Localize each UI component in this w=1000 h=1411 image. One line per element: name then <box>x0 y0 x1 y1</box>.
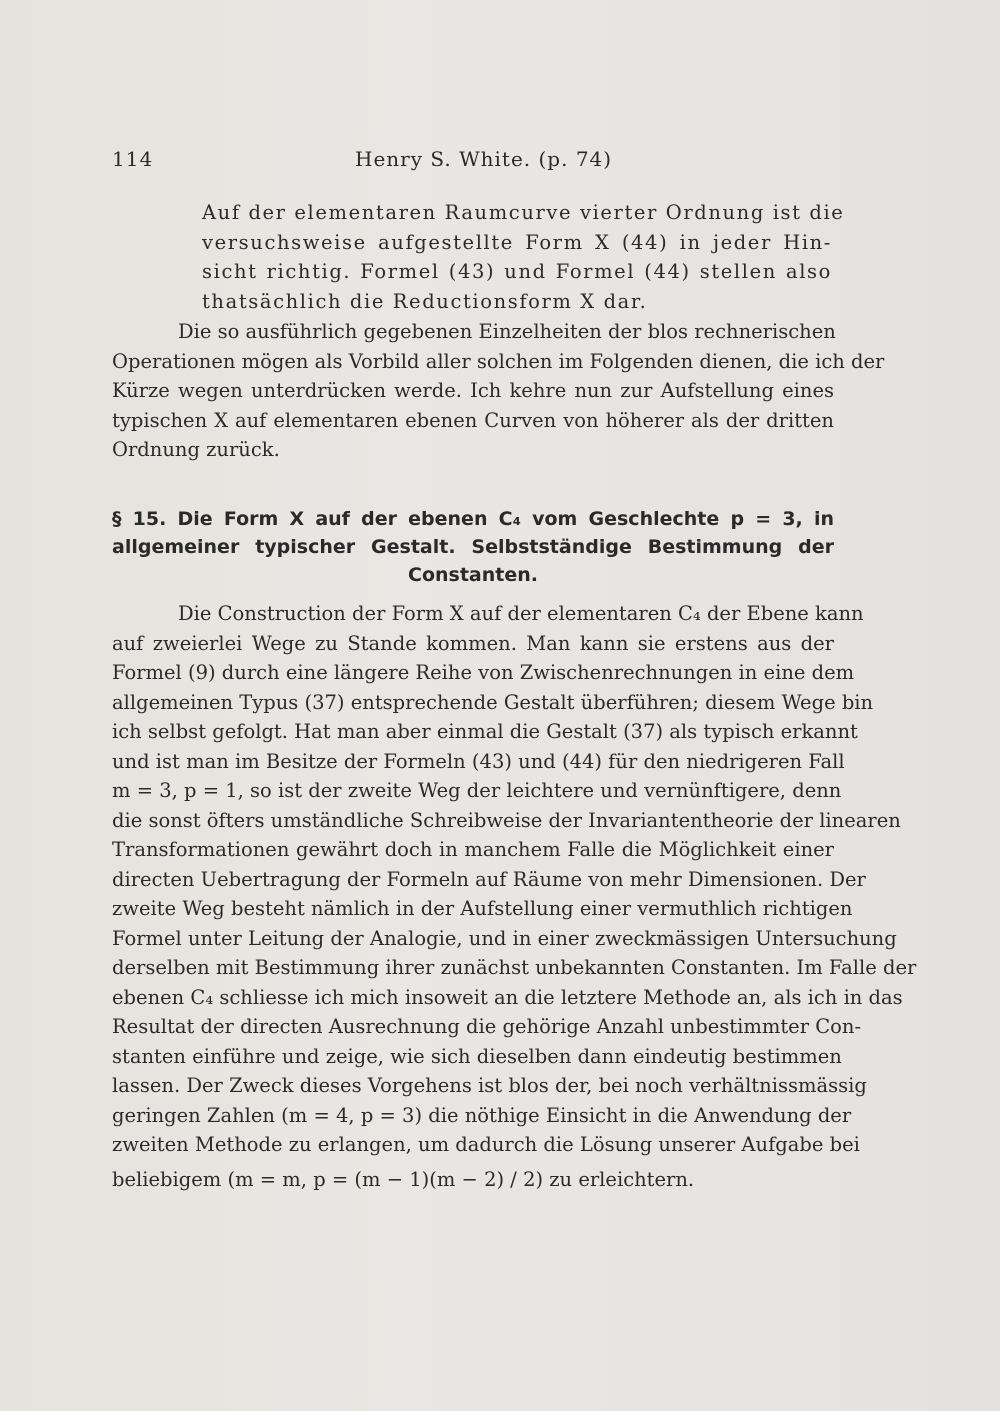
text-line: typischen X auf elementaren ebenen Curven von höherer als der dritten <box>112 408 834 432</box>
text-line: auf zweierlei Wege zu Stande kommen. Man kann sie erstens aus der <box>112 631 834 655</box>
text-line: directen Uebertragung der Formeln auf Räume von mehr Dimensionen. Der <box>112 867 866 891</box>
paragraph-2 <box>112 317 885 465</box>
text-line: derselben mit Bestimmung ihrer zunächst unbekannten Constanten. Im Falle der <box>112 956 917 979</box>
text-line: Auf der elementaren Raumcurve vierter Ordnung ist die <box>202 201 845 224</box>
text-line: die sonst öfters umständliche Schreibweise der Invariantentheorie der linearen <box>112 808 901 832</box>
text-line: Ordnung zurück. <box>112 438 280 461</box>
text-line: stanten einführe und zeige, wie sich dieselben dann eindeutig bestimmen <box>112 1044 842 1068</box>
text-line: Kürze wegen unterdrücken werde. Ich kehre nun zur Aufstellung eines <box>112 379 834 402</box>
paragraph-1 <box>202 198 845 316</box>
page-header <box>112 147 872 181</box>
text-line: lassen. Der Zweck dieses Vorgehens ist blos der, bei noch verhältnissmässig <box>112 1074 867 1097</box>
text-line: allgemeinen Typus (37) entsprechende Gestalt überführen; diesem Wege bin <box>112 690 874 714</box>
text-line: Formel unter Leitung der Analogie, und in einer zweckmässigen Untersuchung <box>112 926 897 950</box>
text-line: Transformationen gewährt doch in manchem Falle die Möglichkeit einer <box>112 838 834 861</box>
heading-line: allgemeiner typischer Gestalt. Selbstständige Bestimmung der <box>112 536 834 558</box>
text-line: Die so ausführlich gegebenen Einzelheiten der blos rechnerischen <box>178 320 836 343</box>
text-line: ebenen C₄ schliesse ich mich insoweit an die letztere Methode an, als ich in das <box>112 985 903 1009</box>
text-line: beliebigem (m = m, p = (m − 1)(m − 2) / 2) zu erleichtern. <box>112 1167 695 1191</box>
text-line: Operationen mögen als Vorbild aller solchen im Folgenden dienen, die ich der <box>112 349 885 373</box>
paragraph-3 <box>112 599 917 1200</box>
text-line: Resultat der directen Ausrechnung die gehörige Anzahl unbestimmter Con- <box>112 1015 862 1038</box>
heading-line: § 15. Die Form X auf der ebenen C₄ vom Geschlechte p = 3, in <box>112 508 834 530</box>
text-line: zweite Weg besteht nämlich in der Aufstellung einer vermuthlich richtigen <box>112 897 853 920</box>
text-line: ich selbst gefolgt. Hat man aber einmal die Gestalt (37) als typisch erkannt <box>112 720 858 743</box>
text-line: geringen Zahlen (m = 4, p = 3) die nöthige Einsicht in die Anwendung der <box>112 1103 852 1127</box>
text-line: versuchsweise aufgestellte Form X (44) in jeder Hin- <box>202 230 832 254</box>
text-line: m = 3, p = 1, so ist der zweite Weg der leichtere und vernünftigere, denn <box>112 779 842 802</box>
text-line: zweiten Methode zu erlangen, um dadurch die Lösung unserer Aufgabe bei <box>112 1133 860 1156</box>
text-line: sicht richtig. Formel (43) und Formel (44) stellen also <box>202 260 832 283</box>
heading-line: Constanten. <box>408 564 538 586</box>
text-line: Die Construction der Form X auf der elementaren C₄ der Ebene kann <box>178 602 864 625</box>
text-line: und ist man im Besitze der Formeln (43) und (44) für den niedrigeren Fall <box>112 749 845 773</box>
section-heading <box>112 505 834 589</box>
text-line: thatsächlich die Reductionsform X dar. <box>202 289 648 313</box>
text-line: Formel (9) durch eine längere Reihe von Zwischenrechnungen in eine dem <box>112 661 855 684</box>
page-number: 114 <box>112 147 154 171</box>
running-title: Henry S. White. (p. 74) <box>355 147 613 171</box>
